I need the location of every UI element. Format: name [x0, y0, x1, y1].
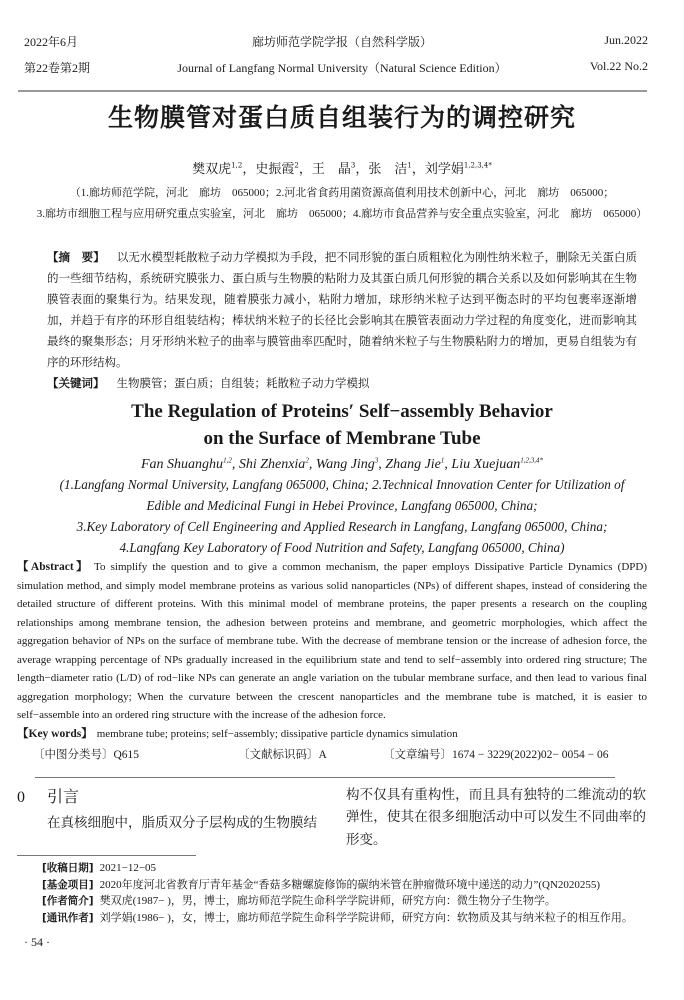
intro-section [0, 784, 684, 852]
author-sup: 1,2 [223, 456, 232, 465]
authors-cn: 樊双虎$^{1,2}$，史振霞$^2$，王 晶$^3$，张 洁$^1$，刘学娟$^{1,2,3,4*}$ [192, 161, 492, 177]
footnote-label: [作者简介] [42, 895, 94, 907]
author-sup: 2 [294, 161, 299, 170]
author: 史振霞 [255, 162, 295, 177]
footnote-author-bio [42, 893, 684, 910]
section-rule [35, 777, 615, 778]
title-en-line: on the Surface of Membrane Tube [203, 428, 481, 449]
footnote-label: [基金项目] [42, 878, 94, 891]
footnote-text: 2020年度河北省教育厅青年基金“香菇多糖螺旋修饰的碳纳米管在肿瘤微环境中递送的动力”(QN2020255) [99, 878, 601, 891]
header-issue-cn: 第22卷第2期 [24, 61, 91, 75]
footnote-fund [42, 877, 684, 894]
section-number: 0 [17, 788, 25, 806]
abstract-en-label: 【Abstract】 [17, 561, 90, 573]
abstract-cn [47, 247, 637, 373]
abstract-cn-label: 【摘 要】 [47, 250, 105, 264]
header-date-en: Jun.2022 [604, 33, 648, 47]
author: 樊双虎 [192, 162, 232, 177]
author: Zhang Jie [385, 457, 441, 472]
section-heading-intro [17, 784, 317, 812]
author: Fan Shuanghu [141, 457, 224, 472]
author: 张 洁 [368, 162, 408, 177]
footnote-text: 2021−12−05 [99, 862, 157, 874]
author-sup: 3 [374, 456, 379, 465]
affiliation-en-line: (1.Langfang Normal University, Langfang 065000, China; 2.Technical Innovation Center for Utilization of [59, 477, 625, 492]
intro-text-left: 在真核细胞中，脂质双分子层构成的生物膜结 [47, 814, 317, 830]
author-sup: 3 [350, 161, 356, 170]
author-sup: 2 [305, 456, 309, 465]
title-en [0, 398, 684, 452]
keywords-cn [47, 373, 637, 394]
author-sup: 1 [407, 161, 412, 170]
journal-name-en: Journal of Langfang Normal University（Natural Science Edition） [177, 61, 507, 75]
keywords-cn-label: 【关键词】 [47, 376, 105, 390]
article-body [0, 103, 684, 950]
authors-en: Fan Shuanghu$^{1,2}$, Shi Zhenxia$^2$, Wang Jing$^3$, Zhang Jie$^1$, Liu Xuejuan$^{1,2,3,4*}$ [141, 456, 543, 472]
classification-row [0, 747, 684, 763]
affiliation-en-line: 4.Langfang Key Laboratory of Food Nutrition and Safety, Langfang 065000, China) [119, 540, 565, 555]
author: Shi Zhenxia [238, 457, 306, 472]
abstract-en [17, 558, 647, 725]
page-number: · 54 · [24, 935, 50, 949]
footnote-text: 樊双虎(1987− )，男，博士，廊坊师范学院生命科学学院讲师，研究方向：微生物分子生物学。 [99, 895, 556, 907]
affiliation-en-line: 3.Key Laboratory of Cell Engineering and Applied Research in Langfang, Langfang 065000, China; [76, 519, 608, 534]
intro-left-column [17, 784, 317, 852]
footnote-text: 刘学娟(1986− )，女，博士，廊坊师范学院生命科学学院讲师，研究方向：软物质及其与纳米粒子的相互作用。 [99, 911, 633, 924]
journal-name-cn: 廊坊师范学院学报（自然科学版） [251, 35, 432, 49]
keywords-cn-text: 生物膜管；蛋白质；自组装；耗散粒子动力学模拟 [116, 376, 370, 390]
header-date-cn: 2022年6月 [24, 35, 79, 49]
affiliations-cn [0, 183, 684, 225]
footnote-label: [通讯作者] [42, 911, 94, 924]
abstract-cn-text: 以无水模型耗散粒子动力学模拟为手段，把不同形貌的蛋白质粗粒化为刚性纳米粒子，删除无关蛋白质的一些细节结构，系统研究膜张力、蛋白质与生物膜的粘附力及其蛋白质几何形貌的耦合关系以及如何影响其在生物膜管表面的聚集行为。结果发现，随着膜张力减小，粘附力增加，球形纳米粒子达到平衡态时的平均包裹率逐渐增加，并趋于有序的环形自组装结构；棒状纳米粒子的长径比会影响其在膜管表面动力学过程的角度变化，进而影响其最终的聚集形态；月牙形纳米粒子的曲率与膜管曲率匹配时，随着纳米粒子与生物膜粘附力的增加，更易自组装为有序的环形结构。 [47, 250, 638, 369]
section-title: 引言 [47, 788, 80, 806]
keywords-en [17, 725, 684, 743]
affiliation-cn-line: 3.廊坊市细胞工程与应用研究重点实验室，河北 廊坊 065000；4.廊坊市食品营养与安全重点实验室，河北 廊坊 065000） [36, 208, 648, 220]
clc-number: 〔中图分类号〕Q615 [33, 748, 140, 761]
abstract-en-text: To simplify the question and to give a common mechanism, the paper employs Dissipative Particle Dynamics (DPD) simulation method, and simply model membrane proteins as various solid nanoparticles (NPs) of different shapes, instead of considering the detailed structure of different proteins. With this minimal model of membrane proteins, the paper presents a research on the coupling relationships among membrane tension, the adhesion between proteins and membrane, and geometric morphologies, which affect the aggregation behavior of NPs on the surface of membrane tube. With the decrease of membrane tension or the increase of adhesion force, the average wrapping percentage of NPs gradually increased in the equilibrium state and tend to self−assembly into ordered ring structure; The length−diameter ratio (L/D) of rod−like NPs can generate an angle variation on the tubular membrane surface, and then lead to various final aggregation morphology; When the curvature between the crescent nanoparticles and the membrane tube is matched, it is easier to self−assemble into an ordered ring structure with the increase of the adhesion force. [17, 561, 647, 721]
author: 王 晶 [311, 162, 351, 177]
author-sup: 1 [440, 456, 445, 465]
keywords-en-label: 【Key words】 [17, 727, 93, 740]
author: 刘学娟 [424, 162, 464, 177]
affiliation-cn-line: （1.廊坊师范学院，河北 廊坊 065000；2.河北省食药用菌资源高值利用技术创新中心，河北 廊坊 065000； [69, 187, 615, 199]
article-number: 〔文章编号〕1674 − 3229(2022)02− 0054 − 06 [383, 748, 609, 761]
document-code: 〔文献标识码〕A [238, 748, 327, 761]
title-cn: 生物膜管对蛋白质自组装行为的调控研究 [107, 103, 576, 132]
footnote-received [42, 860, 684, 877]
affiliation-en-line: Edible and Medicinal Fungi in Hebei Province, Langfang 065000, China; [146, 498, 538, 513]
author-sup: 1,2 [231, 161, 243, 170]
footnote-corresponding [42, 910, 684, 927]
title-en-line: The Regulation of Proteins′ Self−assembly Behavior [131, 401, 553, 422]
header-issue-en: Vol.22 No.2 [589, 59, 648, 73]
intro-text-right: 构不仅具有重构性，而且具有独特的二维流动的软弹性，使其在很多细胞活动中可以发生不同曲率的形变。 [346, 786, 646, 847]
footnote-rule [17, 855, 196, 856]
author: Wang Jing [315, 457, 375, 472]
author-sup: 1,2,3,4* [520, 456, 543, 465]
author: Liu Xuejuan [451, 457, 521, 472]
author-sup: 1,2,3,4* [463, 161, 492, 170]
header-rule [18, 90, 647, 92]
footnote-label: [收稿日期] [42, 862, 94, 874]
keywords-en-text: membrane tube; proteins; self−assembly; dissipative particle dynamics simulation [96, 727, 458, 740]
affiliations-en [0, 474, 684, 558]
